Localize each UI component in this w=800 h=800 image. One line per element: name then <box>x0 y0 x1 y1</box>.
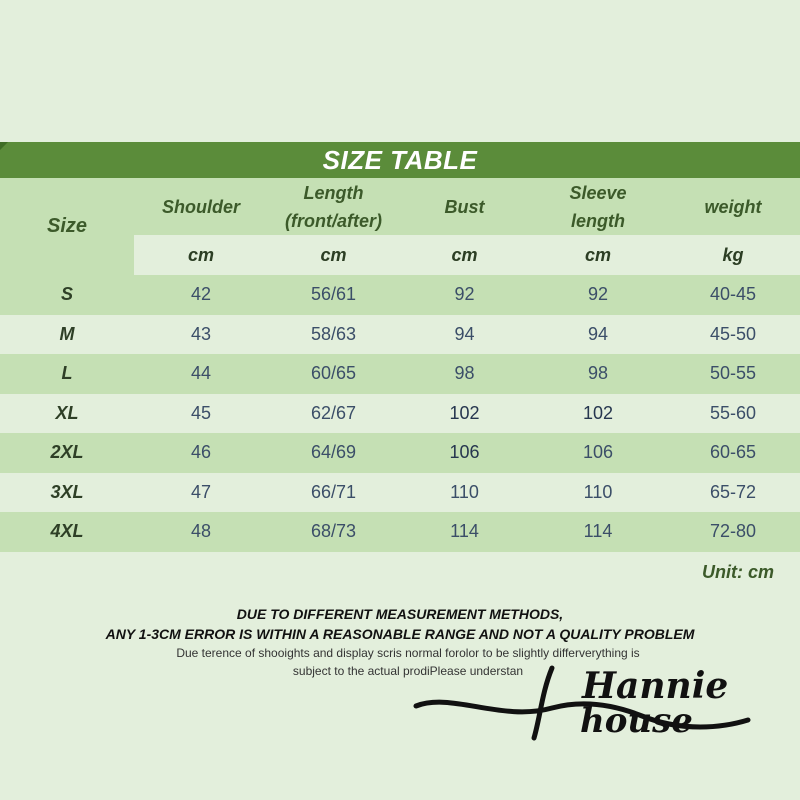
weight-cell: 55-60 <box>666 394 800 434</box>
title-bar <box>0 142 800 178</box>
size-header: Size <box>0 178 134 275</box>
length-unit: cm <box>268 235 399 275</box>
length-cell: 60/65 <box>268 354 399 394</box>
sleeve-cell: 98 <box>530 354 666 394</box>
size-table <box>0 178 800 552</box>
weight-cell: 72-80 <box>666 512 800 552</box>
weight-unit: kg <box>666 235 800 275</box>
length-cell: 66/71 <box>268 473 399 513</box>
sleeve-cell: 110 <box>530 473 666 513</box>
length-cell: 68/73 <box>268 512 399 552</box>
warning-line-2: ANY 1-3CM ERROR IS WITHIN A REASONABLE RANGE AND NOT A QUALITY PROBLEM <box>105 626 695 642</box>
table-row <box>0 473 800 513</box>
size-cell: S <box>0 275 134 315</box>
warning-line-1: DUE TO DIFFERENT MEASUREMENT METHODS, <box>236 606 564 622</box>
length-cell: 64/69 <box>268 433 399 473</box>
weight-cell: 45-50 <box>666 315 800 355</box>
sleeve-cell: 114 <box>530 512 666 552</box>
shoulder-cell: 46 <box>134 433 268 473</box>
length-header-line2: (front/after) <box>285 210 382 231</box>
header-row <box>0 178 800 235</box>
description-line-1: Due terence of shooights and display scris normal forolor to be slightly differverything is <box>176 646 640 660</box>
size-cell: 2XL <box>0 433 134 473</box>
sleeve-header-line1: Sleeve <box>569 182 627 203</box>
table-row <box>0 512 800 552</box>
table-row <box>0 275 800 315</box>
description-line-2: subject to the actual prodiPlease understan <box>292 664 524 678</box>
weight-header <box>666 178 800 235</box>
weight-cell: 40-45 <box>666 275 800 315</box>
bust-cell: 92 <box>399 275 530 315</box>
length-header <box>268 178 399 235</box>
shoulder-cell: 43 <box>134 315 268 355</box>
logo-text-line2: house <box>580 701 693 741</box>
size-cell: XL <box>0 394 134 434</box>
shoulder-cell: 44 <box>134 354 268 394</box>
length-header-line1: Length <box>303 182 364 203</box>
size-cell: 3XL <box>0 473 134 513</box>
size-cell: L <box>0 354 134 394</box>
logo-stroke-h <box>534 668 552 738</box>
shoulder-cell: 45 <box>134 394 268 434</box>
length-cell: 56/61 <box>268 275 399 315</box>
table-row <box>0 433 800 473</box>
weight-header-label: weight <box>704 196 762 217</box>
shoulder-cell: 42 <box>134 275 268 315</box>
title-bar-corner <box>0 142 8 150</box>
bust-cell: 98 <box>399 354 530 394</box>
sleeve-cell: 102 <box>530 394 666 434</box>
sleeve-header <box>530 178 666 235</box>
weight-cell: 50-55 <box>666 354 800 394</box>
shoulder-header <box>134 178 268 235</box>
sleeve-header-line2: length <box>571 210 625 231</box>
page-title: SIZE TABLE <box>322 144 478 175</box>
sleeve-cell: 94 <box>530 315 666 355</box>
bust-unit: cm <box>399 235 530 275</box>
bust-header <box>399 178 530 235</box>
brand-logo <box>412 662 752 742</box>
sleeve-unit: cm <box>530 235 666 275</box>
length-cell: 58/63 <box>268 315 399 355</box>
sleeve-cell: 106 <box>530 433 666 473</box>
bust-cell: 114 <box>399 512 530 552</box>
bust-cell: 102 <box>399 394 530 434</box>
shoulder-header-label: Shoulder <box>161 196 240 217</box>
table-row <box>0 315 800 355</box>
length-cell: 62/67 <box>268 394 399 434</box>
size-cell: 4XL <box>0 512 134 552</box>
sleeve-cell: 92 <box>530 275 666 315</box>
size-cell: M <box>0 315 134 355</box>
logo-text-line1: Hannie <box>582 665 729 707</box>
shoulder-cell: 48 <box>134 512 268 552</box>
shoulder-cell: 47 <box>134 473 268 513</box>
unit-note: Unit: cm <box>702 562 774 582</box>
weight-cell: 65-72 <box>666 473 800 513</box>
table-row <box>0 394 800 434</box>
weight-cell: 60-65 <box>666 433 800 473</box>
bust-cell: 94 <box>399 315 530 355</box>
shoulder-unit: cm <box>134 235 268 275</box>
bust-header-label: Bust <box>444 196 485 217</box>
bust-cell: 110 <box>399 473 530 513</box>
bust-cell: 106 <box>399 433 530 473</box>
table-row <box>0 354 800 394</box>
